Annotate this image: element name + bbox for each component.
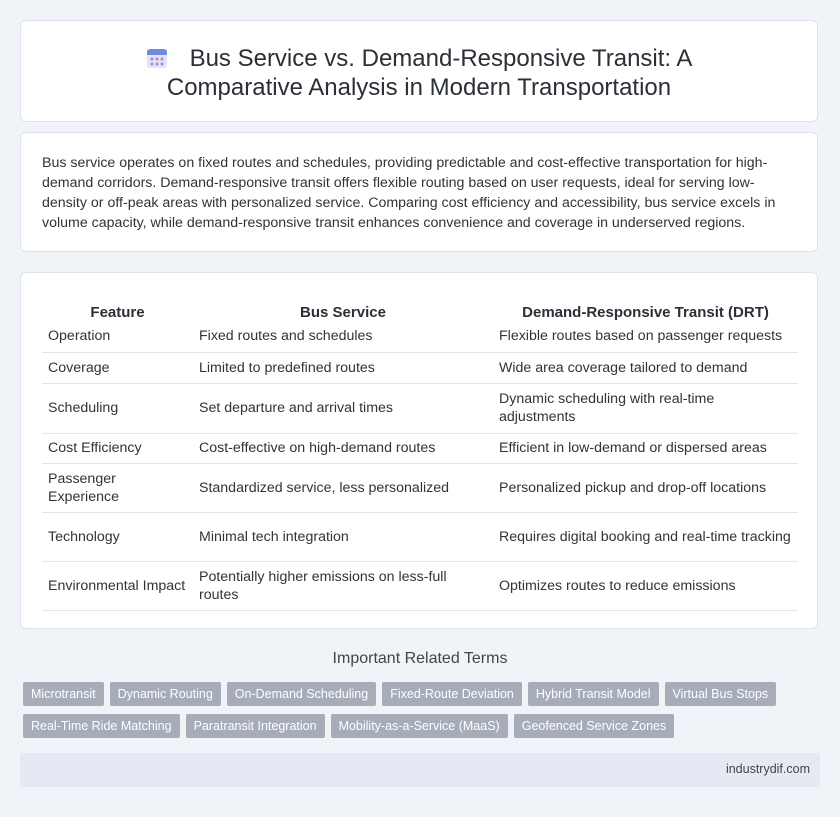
cell-bus: Set departure and arrival times bbox=[193, 383, 493, 433]
tag-hybrid-transit-model[interactable]: Hybrid Transit Model bbox=[528, 682, 659, 706]
footer bbox=[20, 753, 820, 787]
related-terms-tags bbox=[23, 682, 823, 746]
footer-site-link[interactable]: industrydif.com bbox=[725, 762, 810, 776]
cell-bus: Standardized service, less personalized bbox=[193, 463, 493, 512]
tag-dynamic-routing[interactable]: Dynamic Routing bbox=[110, 682, 221, 706]
related-terms-title: Important Related Terms bbox=[332, 650, 508, 667]
table-row bbox=[42, 512, 798, 561]
comparison-table-card bbox=[20, 272, 818, 629]
tag-real-time-ride-matching[interactable]: Real-Time Ride Matching bbox=[23, 714, 180, 738]
cell-drt: Personalized pickup and drop-off locations bbox=[493, 463, 798, 512]
cell-bus: Minimal tech integration bbox=[193, 512, 493, 561]
cell-bus: Fixed routes and schedules bbox=[193, 321, 493, 352]
cell-drt: Efficient in low-demand or dispersed areas bbox=[493, 433, 798, 463]
tag-row-1 bbox=[23, 682, 823, 714]
table-header-row bbox=[42, 295, 798, 321]
cell-bus: Cost-effective on high-demand routes bbox=[193, 433, 493, 463]
page-title bbox=[81, 44, 757, 102]
title-card bbox=[20, 20, 818, 122]
tag-maas[interactable]: Mobility-as-a-Service (MaaS) bbox=[331, 714, 508, 738]
cell-bus: Potentially higher emissions on less-full routes bbox=[193, 561, 493, 610]
tag-row-2 bbox=[23, 714, 823, 746]
tag-fixed-route-deviation[interactable]: Fixed-Route Deviation bbox=[382, 682, 522, 706]
table-row bbox=[42, 383, 798, 433]
cell-feature: Passenger Experience bbox=[42, 463, 193, 512]
cell-feature: Environmental Impact bbox=[42, 561, 193, 610]
cell-feature: Coverage bbox=[42, 352, 193, 383]
calendar-icon bbox=[146, 47, 168, 69]
cell-drt: Dynamic scheduling with real-time adjustments bbox=[493, 383, 798, 433]
header-drt: Demand-Responsive Transit (DRT) bbox=[522, 304, 769, 321]
tag-on-demand-scheduling[interactable]: On-Demand Scheduling bbox=[227, 682, 376, 706]
cell-bus: Limited to predefined routes bbox=[193, 352, 493, 383]
cell-drt: Flexible routes based on passenger requests bbox=[493, 321, 798, 352]
cell-drt: Requires digital booking and real-time tracking bbox=[493, 512, 798, 561]
tag-microtransit[interactable]: Microtransit bbox=[23, 682, 104, 706]
tag-virtual-bus-stops[interactable]: Virtual Bus Stops bbox=[665, 682, 777, 706]
cell-drt: Optimizes routes to reduce emissions bbox=[493, 561, 798, 610]
table-row bbox=[42, 561, 798, 610]
table-row bbox=[42, 433, 798, 463]
header-bus-service: Bus Service bbox=[300, 304, 386, 321]
table-row bbox=[42, 321, 798, 352]
tag-geofenced-service-zones[interactable]: Geofenced Service Zones bbox=[514, 714, 675, 738]
cell-feature: Operation bbox=[42, 321, 193, 352]
table-row bbox=[42, 463, 798, 512]
page-title-text: Bus Service vs. Demand-Responsive Transit: A Comparative Analysis in Modern Transportation bbox=[166, 45, 693, 101]
description-card bbox=[20, 132, 818, 252]
comparison-table bbox=[42, 295, 798, 611]
cell-drt: Wide area coverage tailored to demand bbox=[493, 352, 798, 383]
cell-feature: Scheduling bbox=[42, 383, 193, 433]
description-text: Bus service operates on fixed routes and schedules, providing predictable and cost-effective transportation for high-demand corridors. Demand-responsive transit offers flexible routing based on user requests, ideal for serving low-density or off-peak areas with personalized service. Comparing cost efficiency and accessibility, bus service excels in volume capacity, while demand-responsive transit enhances convenience and coverage in underserved regions. bbox=[42, 155, 776, 231]
header-feature: Feature bbox=[90, 304, 145, 321]
tag-paratransit-integration[interactable]: Paratransit Integration bbox=[186, 714, 325, 738]
table-row bbox=[42, 352, 798, 383]
cell-feature: Technology bbox=[42, 512, 193, 561]
cell-feature: Cost Efficiency bbox=[42, 433, 193, 463]
